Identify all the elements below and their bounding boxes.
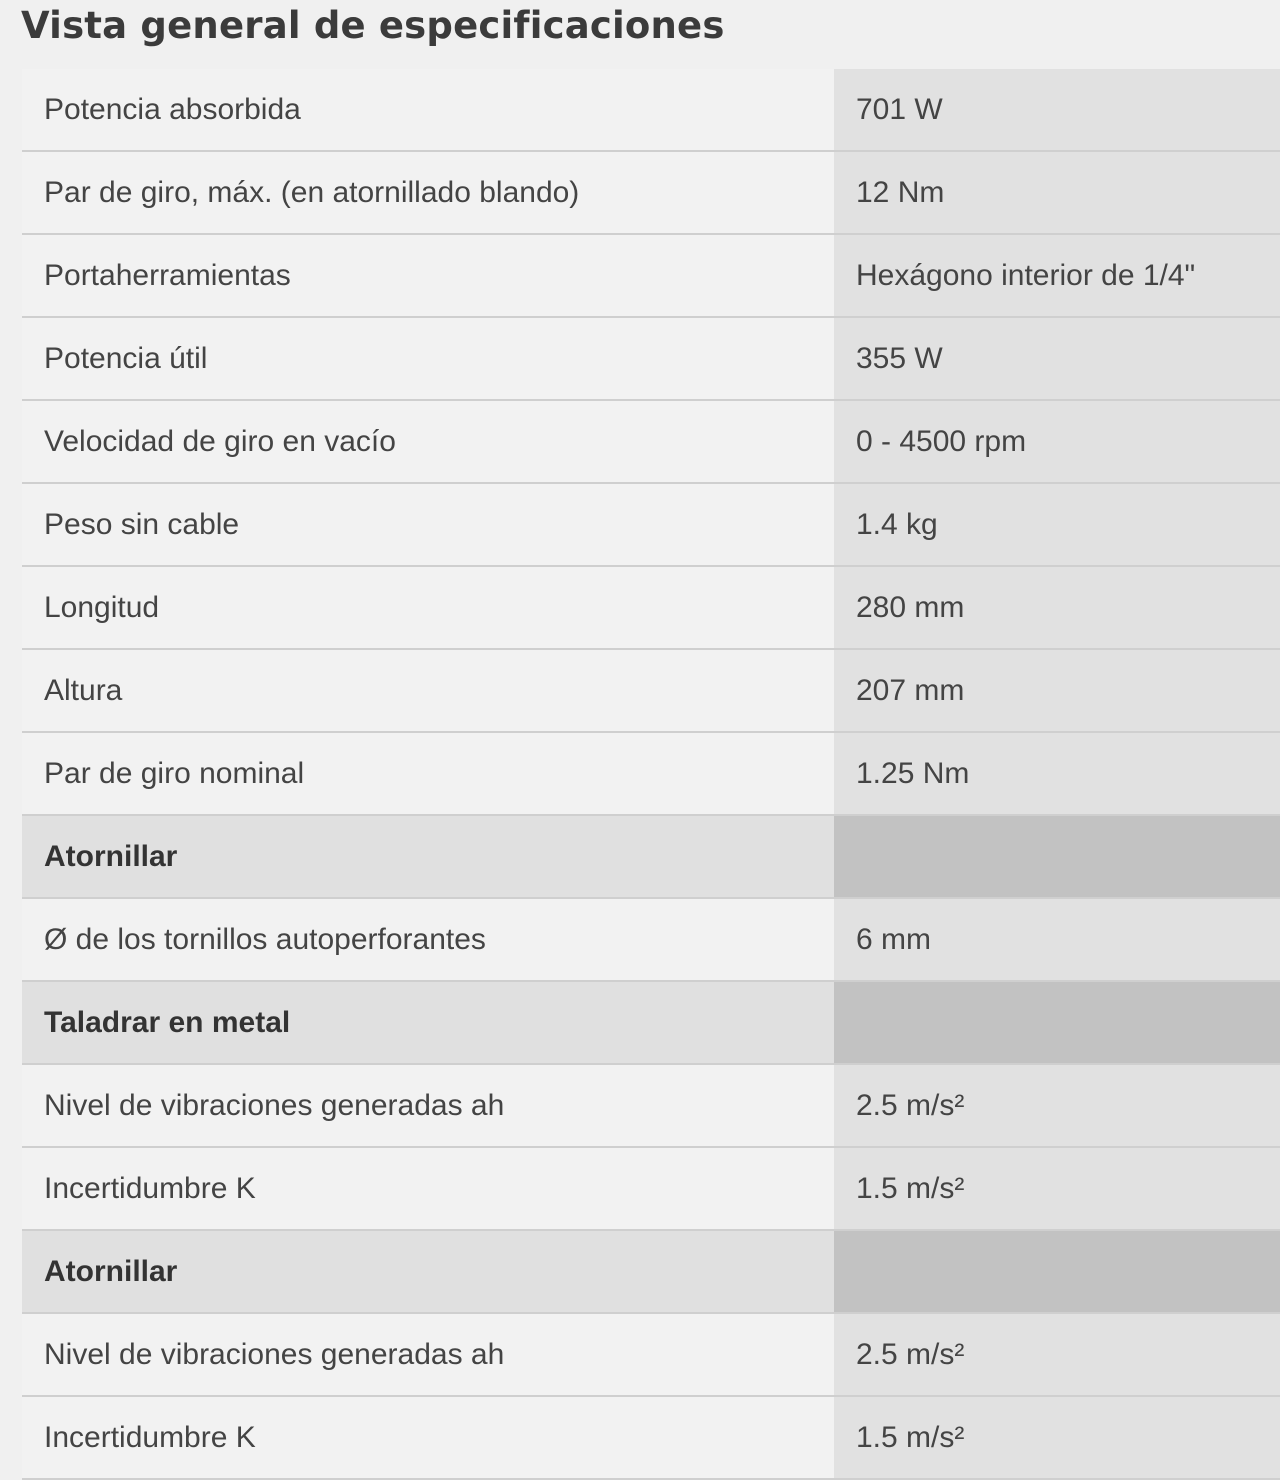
spec-row bbox=[22, 151, 1280, 234]
spec-label: Potencia útil bbox=[22, 317, 834, 400]
spec-value: 2.5 m/s² bbox=[834, 1064, 1280, 1147]
spec-row bbox=[22, 234, 1280, 317]
spec-row bbox=[22, 1313, 1280, 1396]
section-header-label: Atornillar bbox=[22, 1230, 834, 1313]
spec-label: Nivel de vibraciones generadas ah bbox=[22, 1313, 834, 1396]
spec-row bbox=[22, 898, 1280, 981]
spec-value: 2.5 m/s² bbox=[834, 1313, 1280, 1396]
spec-label: Incertidumbre K bbox=[22, 1147, 834, 1230]
section-header-value bbox=[834, 1230, 1280, 1313]
spec-value: 0 - 4500 rpm bbox=[834, 400, 1280, 483]
spec-label: Nivel de vibraciones generadas ah bbox=[22, 1064, 834, 1147]
spec-label: Velocidad de giro en vacío bbox=[22, 400, 834, 483]
spec-label: Incertidumbre K bbox=[22, 1396, 834, 1479]
spec-value: 1.5 m/s² bbox=[834, 1147, 1280, 1230]
spec-label: Altura bbox=[22, 649, 834, 732]
spec-row bbox=[22, 1064, 1280, 1147]
section-header-label: Atornillar bbox=[22, 815, 834, 898]
spec-row bbox=[22, 400, 1280, 483]
spec-value: 280 mm bbox=[834, 566, 1280, 649]
spec-value: Hexágono interior de 1/4" bbox=[834, 234, 1280, 317]
spec-row bbox=[22, 1396, 1280, 1479]
specifications-table bbox=[22, 69, 1280, 1480]
section-header-row bbox=[22, 981, 1280, 1064]
spec-row bbox=[22, 483, 1280, 566]
spec-value: 1.4 kg bbox=[834, 483, 1280, 566]
spec-value: 12 Nm bbox=[834, 151, 1280, 234]
spec-label: Portaherramientas bbox=[22, 234, 834, 317]
spec-row bbox=[22, 649, 1280, 732]
section-header-value bbox=[834, 815, 1280, 898]
section-header-value bbox=[834, 981, 1280, 1064]
spec-row bbox=[22, 317, 1280, 400]
spec-value: 207 mm bbox=[834, 649, 1280, 732]
page-title: Vista general de especificaciones bbox=[21, 4, 725, 47]
spec-label: Potencia absorbida bbox=[22, 69, 834, 151]
spec-label: Peso sin cable bbox=[22, 483, 834, 566]
spec-row bbox=[22, 69, 1280, 151]
spec-label: Par de giro nominal bbox=[22, 732, 834, 815]
spec-value: 355 W bbox=[834, 317, 1280, 400]
spec-row bbox=[22, 566, 1280, 649]
spec-value: 6 mm bbox=[834, 898, 1280, 981]
spec-value: 701 W bbox=[834, 69, 1280, 151]
spec-label: Ø de los tornillos autoperforantes bbox=[22, 898, 834, 981]
section-header-row bbox=[22, 815, 1280, 898]
section-header-label: Taladrar en metal bbox=[22, 981, 834, 1064]
spec-label: Par de giro, máx. (en atornillado blando) bbox=[22, 151, 834, 234]
specifications-table-body bbox=[22, 69, 1280, 1479]
section-header-row bbox=[22, 1230, 1280, 1313]
spec-row bbox=[22, 732, 1280, 815]
spec-label: Longitud bbox=[22, 566, 834, 649]
spec-value: 1.25 Nm bbox=[834, 732, 1280, 815]
spec-row bbox=[22, 1147, 1280, 1230]
spec-value: 1.5 m/s² bbox=[834, 1396, 1280, 1479]
